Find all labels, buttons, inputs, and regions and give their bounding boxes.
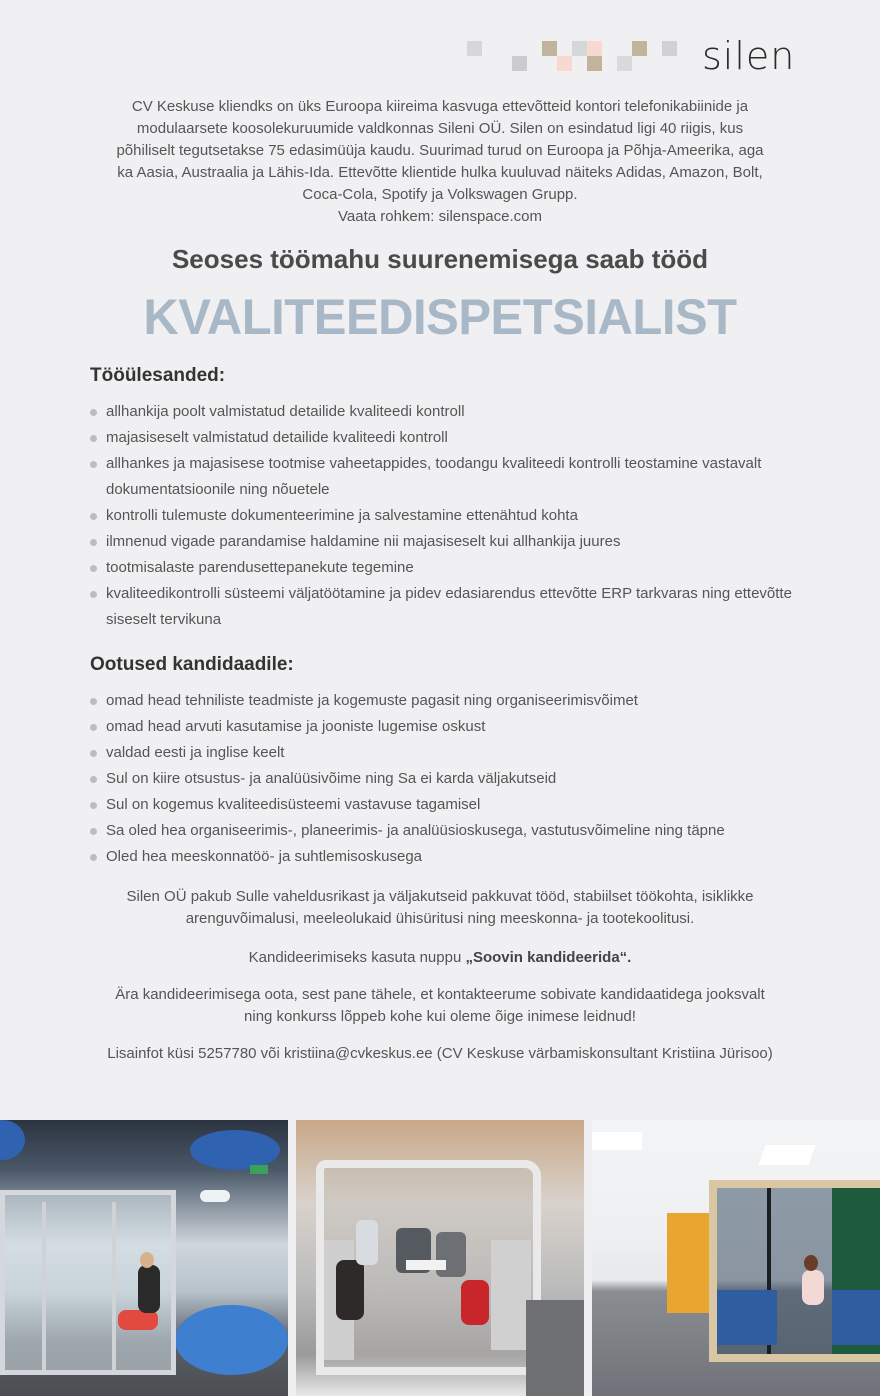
duties-list	[90, 399, 810, 633]
bullet-icon	[90, 776, 97, 783]
list-item: tootmisalaste parendusettepanekute tegemine	[90, 555, 810, 581]
offer-paragraph: Silen OÜ pakub Sulle vaheldusrikast ja väljakutseid pakkuvat tööd, stabiilset töökohta, isiklikke arenguvõimalusi, meeleolukaid ühisüritusi ning meeskonna- ja tootekoolitusi.	[126, 888, 754, 927]
bullet-icon	[90, 513, 97, 520]
logo-square-icon	[662, 41, 677, 56]
page-subtitle: Seoses töömahu suurenemisega saab tööd	[171, 244, 709, 274]
list-item: omad head arvuti kasutamise ja jooniste lugemise oskust	[90, 714, 810, 740]
bullet-icon	[90, 698, 97, 705]
silen-logo	[460, 30, 880, 80]
intro-line: Coca-Cola, Spotify ja Volkswagen Grupp.	[302, 186, 578, 203]
intro-line: põhiliselt tegutsetakse 75 edasimüüja kaudu. Suurimad turud on Euroopa ja Põhja-Ameerika, aga	[116, 142, 764, 159]
bullet-icon	[90, 591, 97, 598]
job-title: KVALITEEDISPETSIALIST	[143, 289, 737, 345]
intro-website-line: Vaata rohkem: silenspace.com	[338, 208, 542, 225]
expectations-section	[90, 654, 810, 870]
company-intro	[80, 96, 800, 228]
list-item: Sul on kogemus kvaliteedisüsteemi vastavuse tagamisel	[90, 792, 810, 818]
list-item: kvaliteedikontrolli süsteemi väljatöötamine ja pidev edasiarendus ettevõtte ERP tarkvaras ning ettevõtte siseselt tervikuna	[90, 581, 810, 633]
expectations-heading: Ootused kandidaadile:	[90, 654, 294, 675]
logo-square-icon	[587, 56, 602, 71]
logo-wordmark: silen	[702, 34, 796, 78]
photo-meeting-pod-group	[296, 1120, 584, 1396]
photo-strip	[0, 1120, 880, 1396]
bullet-icon	[90, 461, 97, 468]
list-item: ilmnenud vigade parandamise haldamine nii majasiseselt kui allhankija juures	[90, 529, 810, 555]
list-item: Oled hea meeskonnatöö- ja suhtlemisoskusega	[90, 844, 810, 870]
bullet-icon	[90, 539, 97, 546]
bullet-icon	[90, 854, 97, 861]
intro-line: CV Keskuse kliendks on üks Euroopa kiireima kasvuga ettevõtteid kontori telefonikabiinide ja	[131, 98, 749, 115]
list-item: allhankes ja majasisese tootmise vaheetappides, toodangu kvaliteedi kontrolli teostamine vastavalt dokumentatsioonile ning nõuetele	[90, 451, 810, 503]
logo-square-icon	[542, 41, 557, 56]
duties-heading: Tööülesanded:	[90, 365, 226, 386]
logo-square-icon	[617, 56, 632, 71]
photo-office-pod-blue-carpet	[0, 1120, 288, 1396]
list-item: kontrolli tulemuste dokumenteerimine ja salvestamine ettenähtud kohta	[90, 503, 810, 529]
bullet-icon	[90, 409, 97, 416]
intro-line: ka Aasia, Austraalia ja Lähis-Ida. Ettevõtte klientide hulka kuuluvad näiteks Adidas, Amazon, Bolt,	[117, 164, 763, 181]
bullet-icon	[90, 750, 97, 757]
logo-square-icon	[467, 41, 482, 56]
apply-paragraph: Kandideerimiseks kasuta nuppu „Soovin kandideerida“.	[248, 949, 632, 966]
intro-line: modulaarsete koosolekuruumide valdkonnas Sileni OÜ. Silen on esindatud ligi 40 riigis, kus	[136, 120, 744, 137]
list-item: valdad eesti ja inglise keelt	[90, 740, 810, 766]
bullet-icon	[90, 565, 97, 572]
list-item: allhankija poolt valmistatud detailide kvaliteedi kontroll	[90, 399, 810, 425]
apply-button-name: „Soovin kandideerida“.	[465, 949, 632, 966]
logo-square-icon	[557, 56, 572, 71]
contact-paragraph: Lisainfot küsi 5257780 või kristiina@cvkeskus.ee (CV Keskuse värbamiskonsultant Kristiina Jürisoo)	[107, 1045, 773, 1062]
urgency-paragraph: Ära kandideerimisega oota, sest pane tähele, et kontakteerume sobivate kandidaatidega jooksvalt ning konkurss lõppeb kohe kui oleme õige inimese leidnud!	[115, 986, 765, 1025]
expectations-list	[90, 688, 810, 870]
logo-square-icon	[632, 41, 647, 56]
list-item: majasiseselt valmistatud detailide kvaliteedi kontroll	[90, 425, 810, 451]
photo-office-pod-wood-frame	[592, 1120, 880, 1396]
bullet-icon	[90, 802, 97, 809]
bullet-icon	[90, 828, 97, 835]
bullet-icon	[90, 435, 97, 442]
duties-section	[90, 365, 810, 633]
list-item: Sul on kiire otsustus- ja analüüsivõime ning Sa ei karda väljakutseid	[90, 766, 810, 792]
logo-square-icon	[572, 41, 587, 56]
logo-square-icon	[587, 41, 602, 56]
logo-square-icon	[512, 56, 527, 71]
bullet-icon	[90, 724, 97, 731]
list-item: omad head tehniliste teadmiste ja kogemuste pagasit ning organiseerimisvõimet	[90, 688, 810, 714]
list-item: Sa oled hea organiseerimis-, planeerimis- ja analüüsioskusega, vastutusvõimeline ning täpne	[90, 818, 810, 844]
